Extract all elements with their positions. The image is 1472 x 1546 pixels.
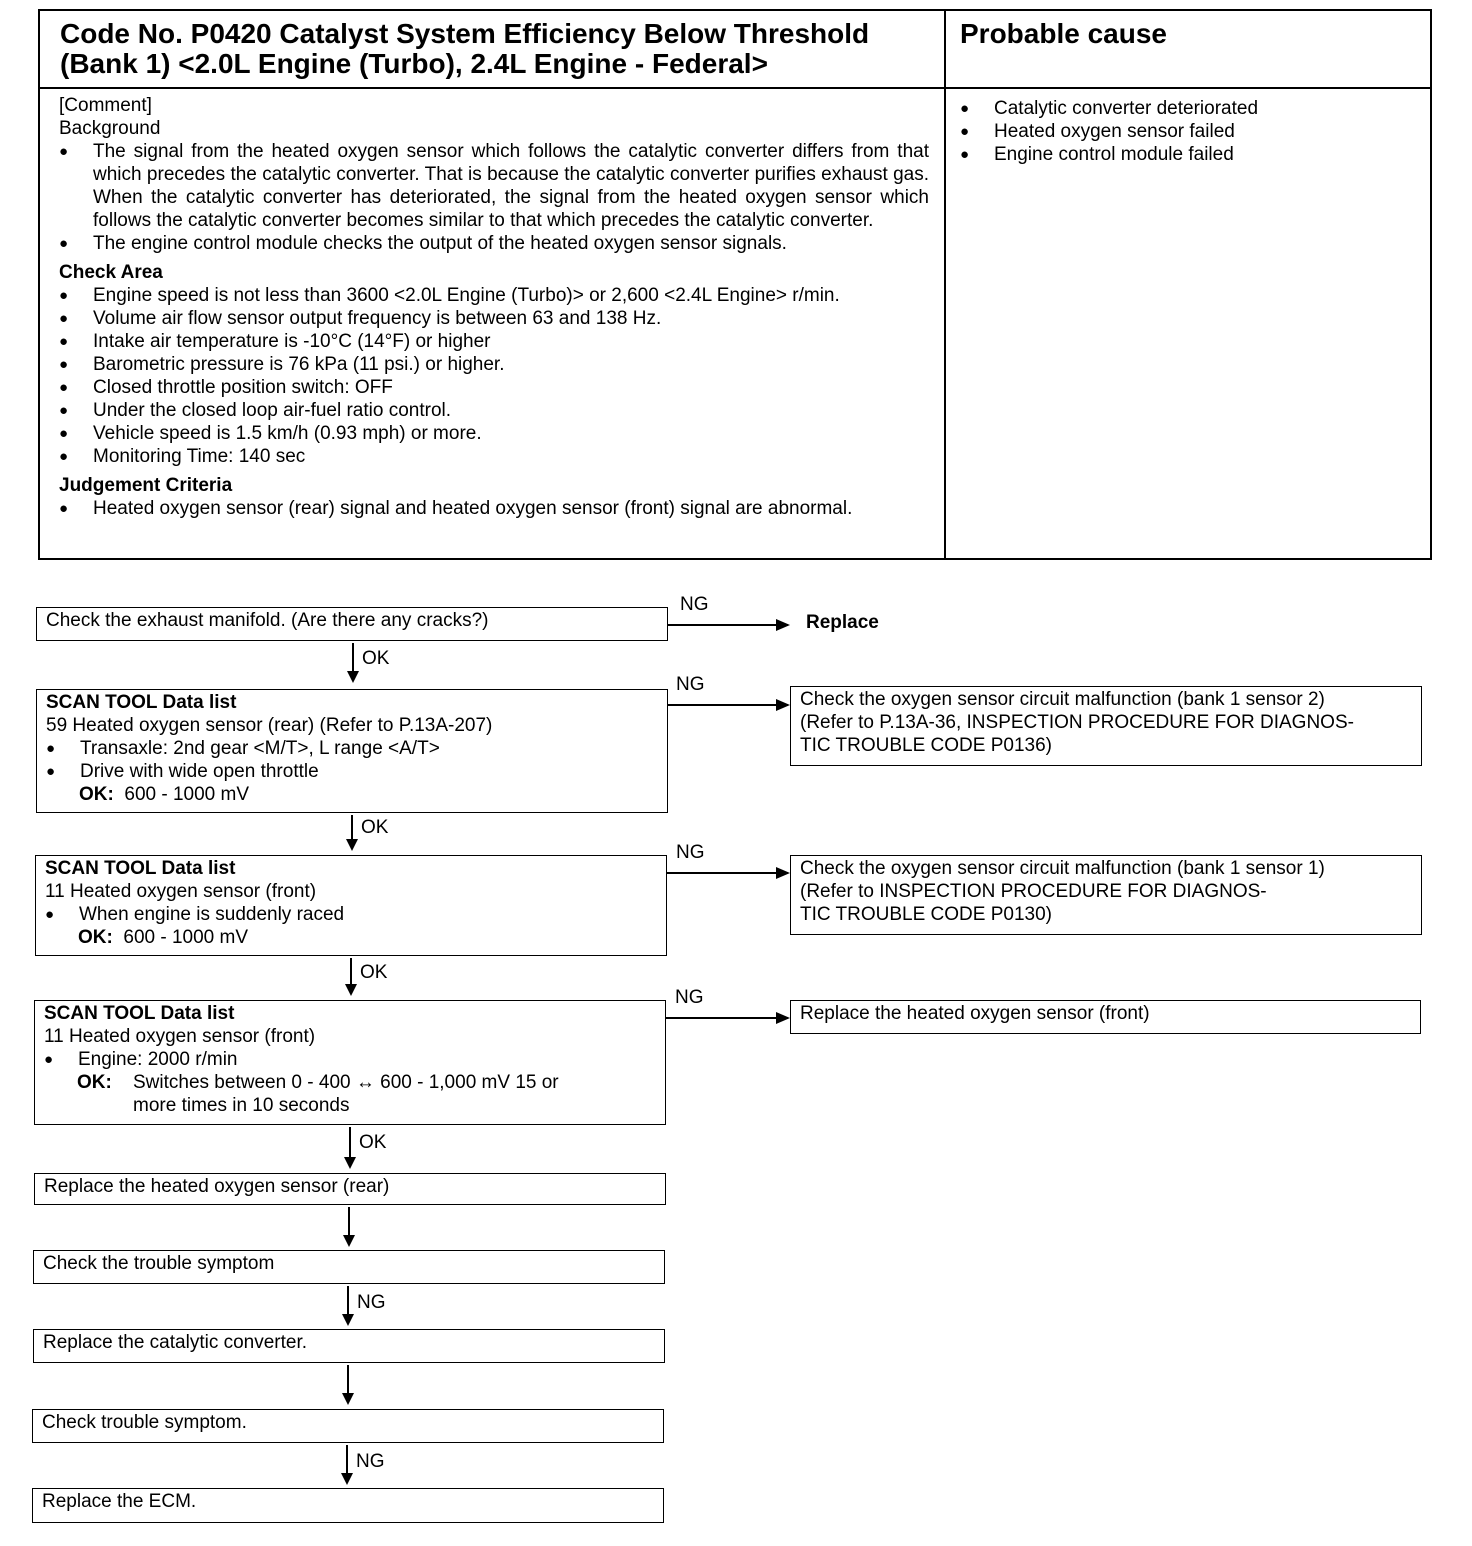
check-area-item: ● Engine speed is not less than 3600 <2.0L Engine (Turbo)> or 2,600 <2.4L Engine> r/min. bbox=[59, 284, 929, 307]
step-text: Check trouble symptom. bbox=[42, 1412, 247, 1433]
ng-label: NG bbox=[675, 987, 704, 1008]
result-check-sensor2-circuit bbox=[790, 686, 1422, 766]
result-line: (Refer to INSPECTION PROCEDURE FOR DIAGNOS- bbox=[800, 881, 1267, 902]
step-check-exhaust-manifold bbox=[36, 607, 668, 641]
ok-criteria bbox=[44, 1071, 656, 1117]
ok-arrow bbox=[351, 815, 353, 849]
probable-cause-item: ● Engine control module failed bbox=[960, 143, 1400, 166]
ok-label: OK bbox=[362, 648, 390, 669]
result-line: Check the oxygen sensor circuit malfunction (bank 1 sensor 1) bbox=[800, 858, 1325, 879]
ok-arrow bbox=[352, 643, 354, 681]
result-replace-front-sensor bbox=[790, 1000, 1421, 1034]
step-title: SCAN TOOL Data list bbox=[45, 858, 236, 879]
ng-label: NG bbox=[676, 674, 705, 695]
result-line: TIC TROUBLE CODE P0130) bbox=[800, 904, 1053, 925]
result-check-sensor1-circuit bbox=[790, 855, 1422, 935]
replace-result: Replace bbox=[806, 612, 879, 633]
ng-arrow bbox=[666, 1017, 788, 1019]
ng-label: NG bbox=[357, 1292, 386, 1313]
ng-label: NG bbox=[356, 1451, 385, 1472]
probable-cause-item: ● Heated oxygen sensor failed bbox=[960, 120, 1400, 143]
step-check-trouble-symptom-2 bbox=[32, 1409, 664, 1443]
ok-criteria-value: 600 - 1000 mV bbox=[124, 784, 250, 805]
check-area-item: ● Vehicle speed is 1.5 km/h (0.93 mph) or more. bbox=[59, 422, 929, 445]
comment-label: [Comment] bbox=[59, 95, 152, 116]
check-area-item: ● Closed throttle position switch: OFF bbox=[59, 376, 929, 399]
step-text: Replace the ECM. bbox=[42, 1491, 197, 1512]
step-scan-tool-front-sensor-switching bbox=[34, 1000, 666, 1125]
ng-arrow bbox=[668, 624, 788, 626]
ng-label: NG bbox=[676, 842, 705, 863]
step-item: 11 Heated oxygen sensor (front) bbox=[45, 881, 317, 902]
code-title bbox=[60, 19, 869, 79]
code-title-line2: (Bank 1) <2.0L Engine (Turbo), 2.4L Engine - Federal> bbox=[60, 48, 768, 79]
ng-arrow bbox=[346, 1445, 348, 1483]
ok-criteria bbox=[46, 783, 658, 806]
step-bullet: ● Transaxle: 2nd gear <M/T>, L range <A/T> bbox=[46, 737, 658, 760]
check-area-item: ● Volume air flow sensor output frequency is between 63 and 138 Hz. bbox=[59, 307, 929, 330]
ng-label: NG bbox=[680, 594, 709, 615]
ok-criteria-value-line: Switches between 0 - 400 ↔ 600 - 1,000 mV 15 or bbox=[133, 1072, 559, 1093]
check-area-item: ● Monitoring Time: 140 sec bbox=[59, 445, 929, 468]
probable-cause-list bbox=[960, 97, 1400, 166]
step-replace-rear-sensor bbox=[34, 1173, 666, 1205]
step-check-trouble-symptom bbox=[33, 1250, 665, 1284]
ok-criteria-value-line: more times in 10 seconds bbox=[133, 1095, 350, 1116]
probable-cause-title: Probable cause bbox=[960, 18, 1167, 49]
ok-criteria-label: OK: bbox=[79, 784, 114, 805]
ok-criteria bbox=[45, 926, 657, 949]
ng-arrow bbox=[667, 872, 788, 874]
ng-arrow bbox=[668, 704, 788, 706]
ok-arrow bbox=[349, 1127, 351, 1167]
header-row-divider bbox=[40, 87, 1430, 89]
judgement-item: ● Heated oxygen sensor (rear) signal and heated oxygen sensor (front) signal are abnormal. bbox=[59, 497, 929, 520]
result-line: Check the oxygen sensor circuit malfunction (bank 1 sensor 2) bbox=[800, 689, 1325, 710]
step-scan-tool-front-sensor-race bbox=[35, 855, 667, 956]
step-title: SCAN TOOL Data list bbox=[46, 692, 237, 713]
step-replace-catalytic-converter bbox=[33, 1329, 665, 1363]
ok-label: OK bbox=[359, 1132, 387, 1153]
step-bullet: ● Drive with wide open throttle bbox=[46, 760, 658, 783]
ok-criteria-label: OK: bbox=[77, 1072, 112, 1093]
ok-criteria-label: OK: bbox=[78, 927, 113, 948]
check-area-item: ● Intake air temperature is -10°C (14°F) or higher bbox=[59, 330, 929, 353]
probable-cause-item: ● Catalytic converter deteriorated bbox=[960, 97, 1400, 120]
step-bullet: ● When engine is suddenly raced bbox=[45, 903, 657, 926]
judgement-criteria-label: Judgement Criteria bbox=[59, 475, 233, 496]
ok-label: OK bbox=[360, 962, 388, 983]
comment-section bbox=[59, 94, 929, 520]
check-area-item: ● Barometric pressure is 76 kPa (11 psi.) or higher. bbox=[59, 353, 929, 376]
result-line: (Refer to P.13A-36, INSPECTION PROCEDURE FOR DIAGNOS- bbox=[800, 712, 1354, 733]
step-bullet: ● Engine: 2000 r/min bbox=[44, 1048, 656, 1071]
ok-arrow bbox=[350, 958, 352, 994]
column-divider bbox=[944, 11, 946, 558]
flow-arrow bbox=[348, 1207, 350, 1245]
diagnostic-header-table bbox=[38, 9, 1432, 560]
step-title: SCAN TOOL Data list bbox=[44, 1003, 235, 1024]
step-text: Replace the catalytic converter. bbox=[43, 1332, 308, 1353]
check-area-item: ● Under the closed loop air-fuel ratio control. bbox=[59, 399, 929, 422]
step-text: Check the trouble symptom bbox=[43, 1253, 275, 1274]
step-replace-ecm bbox=[32, 1488, 664, 1523]
step-text: Replace the heated oxygen sensor (rear) bbox=[44, 1176, 390, 1197]
code-title-line1: Code No. P0420 Catalyst System Efficiency Below Threshold bbox=[60, 18, 870, 49]
ok-label: OK bbox=[361, 817, 389, 838]
step-item: 59 Heated oxygen sensor (rear) (Refer to P.13A-207) bbox=[46, 715, 493, 736]
ok-criteria-value: 600 - 1000 mV bbox=[123, 927, 249, 948]
step-text: Check the exhaust manifold. (Are there any cracks?) bbox=[46, 610, 489, 631]
check-area-label: Check Area bbox=[59, 262, 163, 283]
step-item: 11 Heated oxygen sensor (front) bbox=[44, 1026, 316, 1047]
result-line: Replace the heated oxygen sensor (front) bbox=[800, 1003, 1150, 1024]
background-item: ● The signal from the heated oxygen sensor which follows the catalytic converter differs from that which precedes the catalytic converter. That is because the catalytic converter purifies exhaust gas. When the catalytic converter has deteriorated, the signal from the heated oxygen sensor which follows the catalytic converter becomes similar to that which precedes the catalytic converter. bbox=[59, 140, 929, 232]
ng-arrow bbox=[347, 1286, 349, 1324]
step-scan-tool-rear-sensor bbox=[36, 689, 668, 813]
background-item: ● The engine control module checks the output of the heated oxygen sensor signals. bbox=[59, 232, 929, 255]
background-label: Background bbox=[59, 118, 161, 139]
result-line: TIC TROUBLE CODE P0136) bbox=[800, 735, 1053, 756]
flow-arrow bbox=[347, 1365, 349, 1403]
ok-criteria-value bbox=[133, 1071, 559, 1117]
